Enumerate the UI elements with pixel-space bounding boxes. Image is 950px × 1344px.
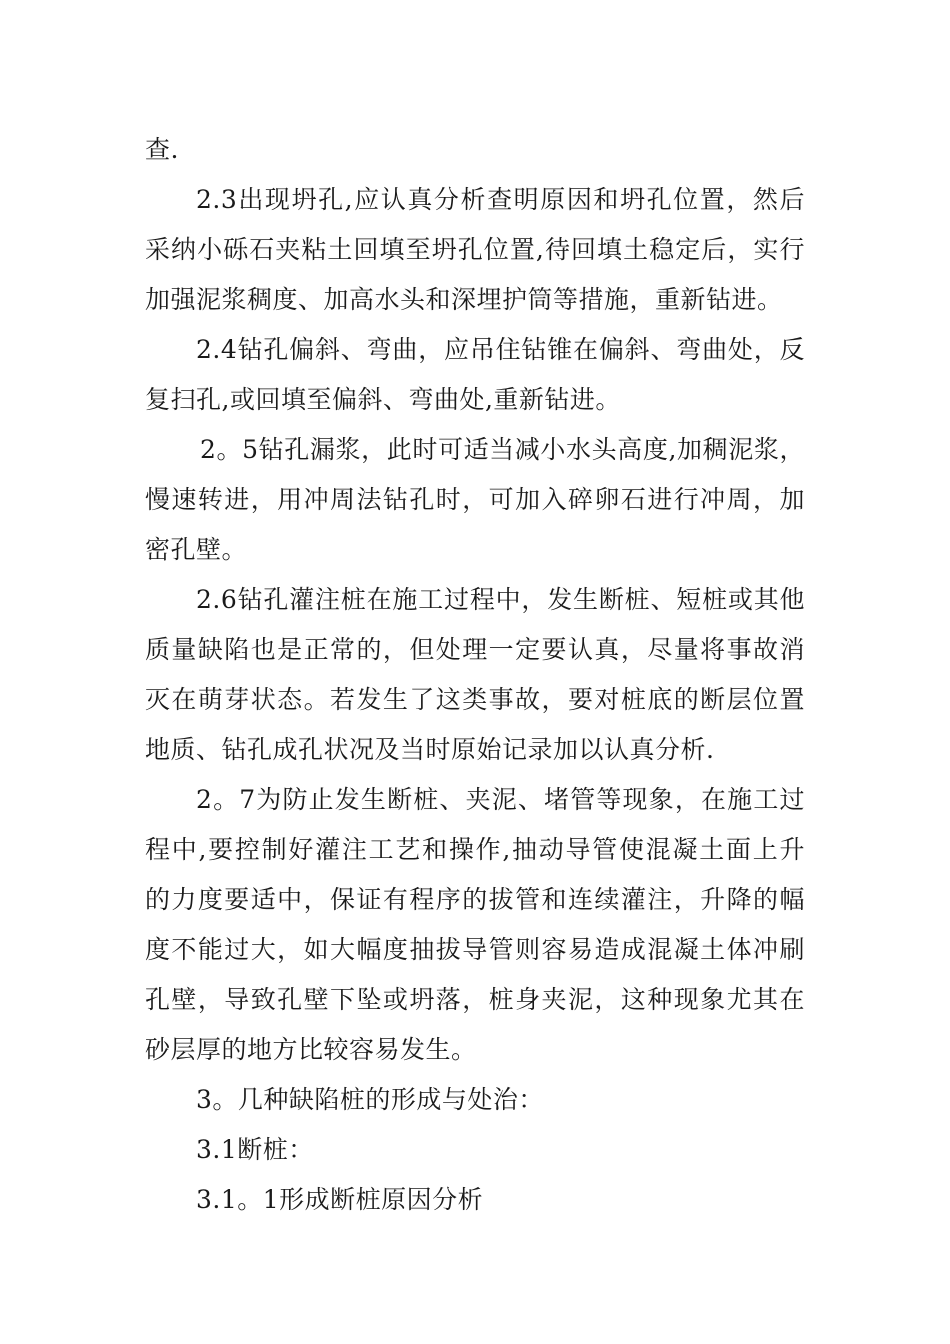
paragraph-2-6-line-1: 2.6钻孔灌注桩在施工过程中，发生断桩、短桩或其他 [196, 585, 805, 614]
paragraph-2-3-line-2: 采纳小砾石夹粘土回填至坍孔位置,待回填土稳定后，实行 [145, 235, 805, 264]
text-line-1: 查. [145, 135, 179, 164]
paragraph-2-7-line-3: 的力度要适中，保证有程序的拔管和连续灌注，升降的幅 [145, 885, 805, 914]
paragraph-2-5-line-1: 2。5钻孔漏浆，此时可适当减小水头高度,加稠泥浆， [200, 435, 805, 464]
paragraph-2-7-line-4: 度不能过大，如大幅度抽拔导管则容易造成混凝土体冲刷 [145, 935, 805, 964]
paragraph-2-6-line-4: 地质、钻孔成孔状况及当时原始记录加以认真分析. [145, 735, 715, 764]
paragraph-2-5-line-2: 慢速转进，用冲周法钻孔时，可加入碎卵石进行冲周，加 [145, 485, 805, 514]
section-3-heading: 3。几种缺陷桩的形成与处治： [196, 1085, 544, 1114]
paragraph-2-4-line-2: 复扫孔,或回填至偏斜、弯曲处,重新钻进。 [145, 385, 621, 414]
paragraph-2-6-line-2: 质量缺陷也是正常的，但处理一定要认真，尽量将事故消 [145, 635, 805, 664]
paragraph-2-7-line-1: 2。7为防止发生断桩、夹泥、堵管等现象，在施工过 [196, 785, 805, 814]
paragraph-2-6-line-3: 灭在萌芽状态。若发生了这类事故，要对桩底的断层位置 [145, 685, 805, 714]
paragraph-2-3-line-1: 2.3出现坍孔,应认真分析查明原因和坍孔位置，然后 [196, 185, 805, 214]
paragraph-2-7-line-6: 砂层厚的地方比较容易发生。 [145, 1035, 477, 1064]
paragraph-2-3-line-3: 加强泥浆稠度、加高水头和深埋护筒等措施，重新钻进。 [145, 285, 783, 314]
paragraph-2-7-line-2: 程中,要控制好灌注工艺和操作,抽动导管使混凝土面上升 [145, 835, 805, 864]
section-3-1-heading: 3.1断桩： [196, 1135, 314, 1164]
paragraph-2-5-line-3: 密孔壁。 [145, 535, 248, 564]
paragraph-2-4-line-1: 2.4钻孔偏斜、弯曲，应吊住钻锥在偏斜、弯曲处，反 [196, 335, 805, 364]
section-3-1-1-heading: 3.1。1形成断桩原因分析 [196, 1185, 484, 1214]
paragraph-2-7-line-5: 孔壁，导致孔壁下坠或坍落，桩身夹泥，这种现象尤其在 [145, 985, 805, 1014]
